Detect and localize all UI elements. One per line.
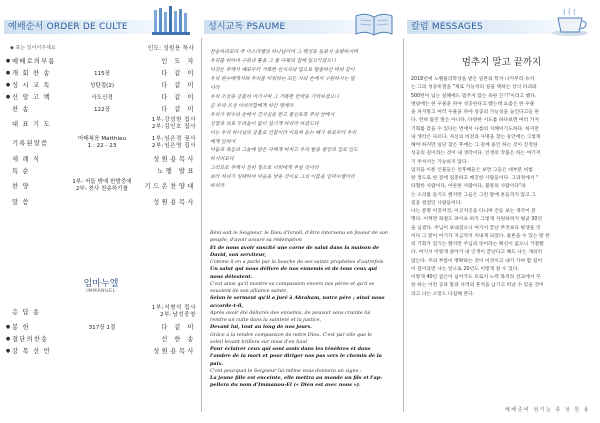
psalm-french-line: Devant lui, tout au long de nos jours. bbox=[210, 324, 312, 331]
row-detail: 317장 1절 bbox=[88, 324, 116, 331]
message-line: 옛날에는 한 우물을 파야 성공한다고 했는데 요즘은 한 우물 bbox=[411, 101, 535, 107]
row-bullet: ● bbox=[5, 323, 11, 330]
psalm-korean-line: 이라 bbox=[210, 84, 220, 91]
row-name: 찬 송 bbox=[12, 106, 30, 113]
row-detail-line: 마태복음 Matthieu bbox=[77, 136, 127, 143]
psalm-french-line: pellera du nom d'Immanou-El (« Dieu est avec nous »). bbox=[210, 382, 361, 389]
row-leader: 선 한 송 bbox=[161, 336, 196, 344]
psalm-french-line: soleil levant brillera sur nous d'en haut bbox=[210, 338, 308, 345]
worship-order-row bbox=[4, 195, 198, 207]
psalm-french-line: Et de nous avoir suscité une corne de salut dans la maison de bbox=[210, 244, 380, 251]
message-line: 2018년에 노벨물리학상을 받은 일본의 학자 나카무라 슈지 bbox=[411, 77, 535, 82]
row-leader bbox=[142, 117, 198, 130]
sermon-subtitle: IMMANUEL bbox=[86, 289, 116, 294]
psalm-title: 성시교독 PSAUME bbox=[208, 22, 286, 32]
message-title-header: 칼럼 MESSAGES bbox=[411, 22, 483, 32]
row-name: 예배로의부름 bbox=[12, 58, 56, 66]
worship-order-list bbox=[4, 55, 198, 207]
message-line: 나는 분명 이것저것, 이곳저곳을 다니며 건들 보는 생각이 분 bbox=[411, 209, 536, 214]
stand-note: ◆ 표는 일어서주세요 bbox=[10, 45, 56, 51]
psalm-korean-text bbox=[210, 48, 398, 191]
row-detail: 122장 bbox=[93, 106, 111, 113]
row-leader-line: 1부:강성원 집사 bbox=[151, 117, 196, 124]
worship-order-row bbox=[4, 91, 198, 103]
message-line: 해야 하지만 일단 찾은 후에는 그 길에 올인 하는 것이 진정한 bbox=[411, 143, 538, 148]
message-line: 는 소리를 듣기도 했지만 그들은 그런 말에 흔들리지 않고 그 bbox=[411, 192, 536, 198]
psalm-french-line: La jeune fille est enceinte, elle mettra au monde un fils et l'ap- bbox=[210, 375, 383, 381]
psalm-korean-line: 성결과 의로 두려움이 없이 섬기게 하리라 하셨도다 bbox=[210, 120, 319, 127]
row-leader bbox=[142, 305, 198, 318]
row-detail-line: 1 : 22 - 23 bbox=[87, 142, 117, 149]
message-line: 다. 여기서 이렇게 살아가 내 인생이 끝난다고 해도 나는 개의치 bbox=[411, 250, 543, 256]
worship-order-row bbox=[4, 79, 198, 91]
row-detail: 성탄절(2) bbox=[89, 82, 115, 89]
row-leader: 다 같 이 bbox=[161, 324, 196, 332]
psalm-french-line: C'est pourquoi le Seigneur lui-même vous donnera un signe : bbox=[210, 367, 362, 374]
psalm-korean-line: 찬송하리로다 주 이스라엘의 하나님이여 그 백성을 돌보사 속량하시며 bbox=[210, 49, 358, 55]
psalm-french-line: Un salut qui nous délivre de nos ennemis et de tous ceux qui bbox=[210, 266, 377, 273]
message-line: 의 기회가 있기는 했지만 주님의 뜻이라는 확신이 없으니 거절했 bbox=[411, 242, 544, 247]
psalm-korean-line: 그러므로 주께서 친히 징조로 너희에게 주실 것이라 bbox=[210, 165, 319, 172]
row-bullet: ● bbox=[5, 93, 11, 100]
psalm-korean-line: 어둠과 죽음의 그늘에 앉은 자에게 비치고 우리 발을 평강의 길로 인도 bbox=[210, 147, 358, 154]
message-line: 을 넘겼다. 주님이 보내셨으니 여기서 끝난 무엇보다 평생을 것 bbox=[411, 225, 541, 231]
sermon-title: 임마누엘 bbox=[83, 279, 119, 289]
psalm-korean-line: 하시리로다 bbox=[210, 156, 234, 163]
row-leader: 노엘 발표 bbox=[157, 167, 196, 175]
psalm-korean-line: 하리라 bbox=[210, 183, 225, 190]
psalm-french-line: rendre un culte dans la sainteté et la justice, bbox=[210, 317, 322, 323]
row-leader: 성원용목사 bbox=[153, 348, 196, 356]
open-book-icon bbox=[352, 6, 396, 38]
message-line: 을 파지말고 여러 우물을 파야 성공의 가능성을 높인다고들 한 bbox=[411, 110, 540, 115]
message-line: 않는다. 주의 부름이 명확하는 것이 이것이고 내가 가야 할 길이 bbox=[411, 258, 543, 264]
row-name: 기록된말씀 bbox=[12, 140, 49, 148]
message-line: 이렇게 40년 굽은이 넘어가도 포로지 노력 목적라 선교에서 꾸 bbox=[411, 275, 541, 280]
presider: 인도: 성원용 목사 bbox=[147, 45, 194, 52]
row-detail-line: 1부: 저들 밖에 한밤중에 bbox=[72, 179, 132, 186]
psalm-korean-line: 이는 우리 하나님의 긍휼로 인함이라 이로써 돋는 해가 위로부터 우리 bbox=[210, 129, 357, 136]
message-line: 기회를 갖을 수 있다는 면에서 나름의 지혜이기도하다. 하지만 bbox=[411, 126, 540, 132]
psalm-korean-line: 우리 조상을 긍휼히 여기시며 그 거룩한 언약을 기억하셨으니 bbox=[210, 93, 339, 100]
row-detail: 사도신경 bbox=[91, 94, 113, 101]
row-leader-line: 2부:남성중창 bbox=[160, 311, 196, 318]
row-detail: 115장 bbox=[93, 70, 111, 77]
psalm-french-line: Béni soit le Seigneur, le Dieu d'Israël, d'être intervenu en faveur de son bbox=[210, 230, 388, 236]
worship-order-row bbox=[4, 133, 198, 152]
psalm-french-text bbox=[210, 230, 398, 390]
message-line: 다. 전혀 틀린 말은 아니다. 다양한 시도를 하다보면 여러 가지 bbox=[411, 118, 539, 124]
worship-order-row bbox=[4, 345, 198, 357]
row-bullet: ● bbox=[5, 57, 11, 64]
message-line: 는 그의 성공비결을 "제로 가능성의 길을 택하는 상식 파괴와 bbox=[411, 85, 537, 91]
row-leader: 다 같 이 bbox=[161, 94, 196, 102]
row-name: 특 순 bbox=[12, 167, 30, 175]
psalm-french-line: nous détestent. bbox=[210, 273, 253, 280]
message-line: 기 쑤셔서는 가능하지 않다. bbox=[411, 159, 469, 165]
order-of-worship-title: 예배순서 ORDER DE CULTE bbox=[8, 22, 128, 32]
message-line: 길을 걸었던 사람들이다. bbox=[411, 200, 462, 206]
column-header bbox=[4, 6, 198, 40]
psalm-korean-line: 곧 우리 조상 아브라함에게 하신 맹세라 bbox=[210, 102, 294, 109]
message-line: 내 생각은 다르다. 자신의 비전과 사명을 찾는 동안에는 그렇게 bbox=[411, 134, 541, 140]
row-bullet: ● bbox=[5, 69, 11, 76]
column-header bbox=[204, 6, 400, 40]
row-name: 봉 헌 bbox=[12, 324, 30, 332]
row-leader: 다 같 이 bbox=[161, 106, 196, 113]
row-detail-line: 2부: 천사 찬송하기를 bbox=[75, 185, 129, 192]
row-name: 말 씀 bbox=[12, 198, 30, 206]
worship-order-row bbox=[4, 55, 198, 67]
message-line: 성공의 길이라는 것이 내 생각이다. 인생의 작품은 하는 여기저 bbox=[411, 151, 541, 157]
psalm-french-line: Après avoir été délivrés des ennemis, de pouvoir sans crainte lui bbox=[210, 309, 371, 316]
row-name: 성 시 교 독 bbox=[12, 82, 51, 90]
psalm-french-line: C'est ainsi qu'il montre sa compassion envers nos pères et qu'il se bbox=[210, 280, 375, 287]
row-name: 세 례 식 bbox=[12, 155, 41, 163]
message-line: 한 정도로 한 길에 집중하고 매진한 사람들이다. 그과정에서 " bbox=[411, 176, 539, 181]
worship-order-row bbox=[4, 152, 198, 164]
psalm-column bbox=[204, 6, 400, 418]
psalm-french-line: souvient de son alliance sainte, bbox=[210, 288, 288, 294]
psalm-french-line: Grâce à la tendre compassion de notre Dieu. C'est par elle que le bbox=[210, 331, 373, 338]
coffee-cup-icon bbox=[548, 6, 592, 38]
row-bullet: ● bbox=[5, 81, 11, 88]
psalm-korean-line: 에게 임하여 bbox=[210, 138, 236, 145]
psalm-korean-line: 우리가 원수의 손에서 건지심을 받고 종신토록 주의 앞에서 bbox=[210, 111, 335, 118]
psalm-french-line: Comme il en a parlé par la bouche de ses saints prophètes d'autrefois bbox=[210, 259, 384, 265]
message-line: 라고 나는 소망도 다짐해 본다. bbox=[411, 291, 475, 297]
worship-order-row bbox=[4, 67, 198, 79]
row-leader: 기드온찬양대 bbox=[144, 183, 196, 191]
row-bullet: ● bbox=[5, 347, 11, 354]
row-leader: 성원용목사 bbox=[153, 198, 196, 206]
psalm-french-line: Pour éclairer ceux qui sont assis dans les ténèbres et dans bbox=[210, 346, 371, 352]
row-leader: 다 같 이 bbox=[161, 82, 196, 90]
psalm-korean-line: 우리 원수에게서와 우리를 미워하는 모든 자의 손에서 구원하시는 일 bbox=[210, 75, 355, 82]
psalm-french-line: Selon le serment qu'il a juré à Abraham, notre père ; ainsi nous bbox=[210, 295, 385, 302]
row-leader: 다 같 이 bbox=[161, 70, 196, 78]
psalm-korean-line: 우리를 위하여 구원의 뿔을 그 종 다윗의 집에 일으키셨으니 bbox=[210, 57, 336, 64]
worship-order-list-2 bbox=[4, 302, 198, 357]
column-divider bbox=[201, 38, 202, 412]
message-column bbox=[407, 6, 596, 418]
row-name: 대 표 기 도 bbox=[12, 121, 51, 129]
psalm-french-line: peuple, d'avoir assuré sa rédemption bbox=[210, 237, 302, 244]
order-of-worship-column bbox=[4, 6, 198, 418]
row-name: 찬 양 bbox=[12, 183, 30, 191]
message-line: 500번이 넘는 실패에도 멈추지 않는 독한 끈기"이라고 했다. bbox=[411, 93, 537, 99]
psalm-korean-line: 이것은 주께서 예로부터 거룩한 선지자의 입으로 말씀하신 바와 같이 bbox=[210, 66, 355, 73]
message-body bbox=[411, 76, 595, 299]
row-leader-line: 1부:서형석 집사 bbox=[151, 305, 196, 311]
row-detail bbox=[62, 179, 142, 192]
psalm-french-line: l'ombre de la mort et pour diriger nos pas vers le chemin de la bbox=[210, 353, 382, 360]
worship-order-row bbox=[4, 302, 198, 321]
worship-order-row bbox=[4, 176, 198, 195]
psalm-french-line: David, son serviteur, bbox=[210, 251, 267, 258]
worship-order-row bbox=[4, 114, 198, 133]
row-leader-line: 2부:김인호 집사 bbox=[151, 123, 196, 130]
message-title: 멈추지 말고 끝까지 bbox=[461, 57, 542, 68]
row-bullet: ● bbox=[5, 335, 11, 342]
row-leader bbox=[142, 136, 198, 149]
message-line: 엄격을 이룬 인물들은 선후배들은 보면 그들은 대부분 비범 bbox=[411, 167, 533, 173]
message-line: 명다. 어쩌면 좌절도 파이프 하지 그렇게 자원하려지 평균 30년 bbox=[411, 217, 543, 223]
psalm-french-line: accorde-t-il, bbox=[210, 302, 244, 309]
row-name: 강 복 선 언 bbox=[12, 348, 51, 356]
column-header bbox=[407, 6, 596, 40]
row-leader-line: 2부:임은영 집사 bbox=[151, 142, 196, 149]
row-name: 개 회 찬 송 bbox=[12, 70, 51, 78]
message-line: 이 길이라면 나는 앞으로 20년도 이렇게 갈 수 있다. bbox=[411, 266, 519, 272]
message-line: 한 하는 이런 공과 말과 사역의 흔적을 남기고 떠날 수 있을 것이 bbox=[411, 283, 544, 289]
psalm-french-line: paix. bbox=[210, 360, 224, 367]
message-line: 타협한 사람이다, 이른한 사람이다, 불통의 사람이다"라 bbox=[411, 184, 526, 190]
worship-order-row bbox=[4, 321, 198, 333]
row-leader-line: 1부:임은정 권사 bbox=[151, 136, 196, 143]
row-leader: 성원용목사 bbox=[153, 155, 196, 163]
worship-order-row bbox=[4, 164, 198, 176]
worship-order-row bbox=[4, 333, 198, 345]
row-detail bbox=[62, 136, 142, 149]
signature: 예배준비 섬기는 종 성 원 용 bbox=[504, 407, 590, 413]
psalm-korean-line: 보라 처녀가 잉태하여 아들을 낳을 것이요 그의 이름을 임마누엘이라 bbox=[210, 174, 355, 181]
worship-order-row bbox=[4, 103, 198, 115]
column-divider bbox=[403, 38, 404, 412]
row-name: 응 답 송 bbox=[12, 309, 41, 316]
row-name: 신 앙 고 백 bbox=[12, 94, 51, 102]
message-line: 이다 그 말이 여기가 지금까지 지내게 되었다. 물론을 수 있는 말 한 bbox=[411, 233, 550, 239]
row-leader: 인 도 자 bbox=[161, 58, 196, 66]
organ-pipes-icon bbox=[150, 6, 194, 38]
row-name: 결단의찬송 bbox=[12, 336, 49, 344]
